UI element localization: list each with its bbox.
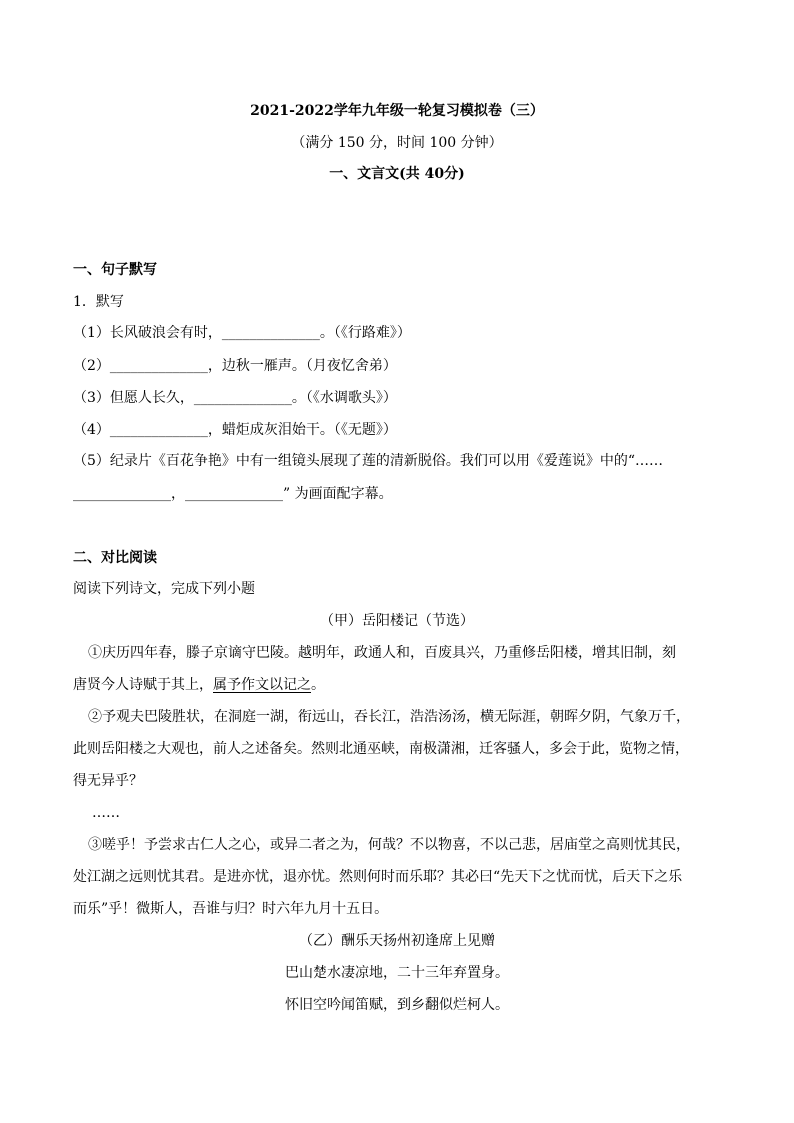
paragraph-2-line: 此则岳阳楼之大观也，前人之述备矣。然则北通巫峡，南极潇湘，迁客骚人，多会于此，览物之情，	[73, 741, 689, 757]
exam-title: 2021-2022学年九年级一轮复习模拟卷（三）	[250, 103, 544, 119]
exam-subtitle: （满分 150 分，时间 100 分钟）	[291, 135, 503, 151]
omission-ellipsis: ……	[92, 805, 120, 821]
part-heading: 一、文言文(共 40分)	[329, 166, 465, 182]
underlined-phrase: 属予作文以记之	[213, 677, 311, 693]
paragraph-2-line: ②予观夫巴陵胜状，在洞庭一湖，衔远山，吞长江，浩浩汤汤，横无际涯，朝晖夕阴，气象万千，	[88, 709, 690, 725]
dictation-item-continued: ______________，______________” 为画面配字幕。	[73, 486, 393, 502]
dictation-item: （3）但愿人长久，______________。（《水调歌头》）	[73, 390, 397, 406]
reading-instruction: 阅读下列诗文，完成下列小题	[73, 581, 255, 597]
paragraph-1-line	[73, 675, 723, 695]
section-heading-dictation: 一、句子默写	[73, 262, 157, 278]
poem-line: 巴山楚水凄凉地，二十三年弃置身。	[285, 965, 509, 981]
paragraph-1-text: 唐贤今人诗赋于其上，	[73, 677, 213, 693]
dictation-item: （1）长风破浪会有时，______________。（《行路难》）	[73, 325, 411, 341]
paragraph-2-line: 得无异乎？	[73, 773, 143, 789]
dictation-item: （4）______________，蜡炬成灰泪始干。（《无题》）	[73, 422, 397, 438]
paragraph-3-line: 而乐”乎！微斯人，吾谁与归？时六年九月十五日。	[73, 901, 389, 917]
paragraph-3-line: ③嗟乎！予尝求古仁人之心，或异二者之为，何哉？不以物喜，不以己悲，居庙堂之高则忧其民，	[88, 837, 690, 853]
dictation-item: （5）纪录片《百花争艳》中有一组镜头展现了莲的清新脱俗。我们可以用《爱莲说》中的“……	[73, 453, 664, 469]
section-heading-comparative: 二、对比阅读	[73, 550, 157, 566]
text-jia-title: （甲）岳阳楼记（节选）	[320, 613, 474, 629]
paragraph-1-line: ①庆历四年春，滕子京谪守巴陵。越明年，政通人和，百废具兴，乃重修岳阳楼，增其旧制，刻	[88, 645, 676, 661]
dictation-item: （2）______________，边秋一雁声。（月夜忆舍弟）	[73, 358, 397, 374]
question-label: 1．默写	[73, 294, 124, 310]
poem-line: 怀旧空吟闻笛赋，到乡翻似烂柯人。	[285, 997, 509, 1013]
paragraph-3-line: 处江湖之远则忧其君。是进亦忧，退亦忧。然则何时而乐耶？其必曰“先天下之忧而忧，后天下之乐	[73, 869, 683, 885]
paragraph-1-text: 。	[311, 677, 325, 693]
text-yi-title: （乙）酬乐天扬州初逢席上见赠	[299, 933, 495, 949]
